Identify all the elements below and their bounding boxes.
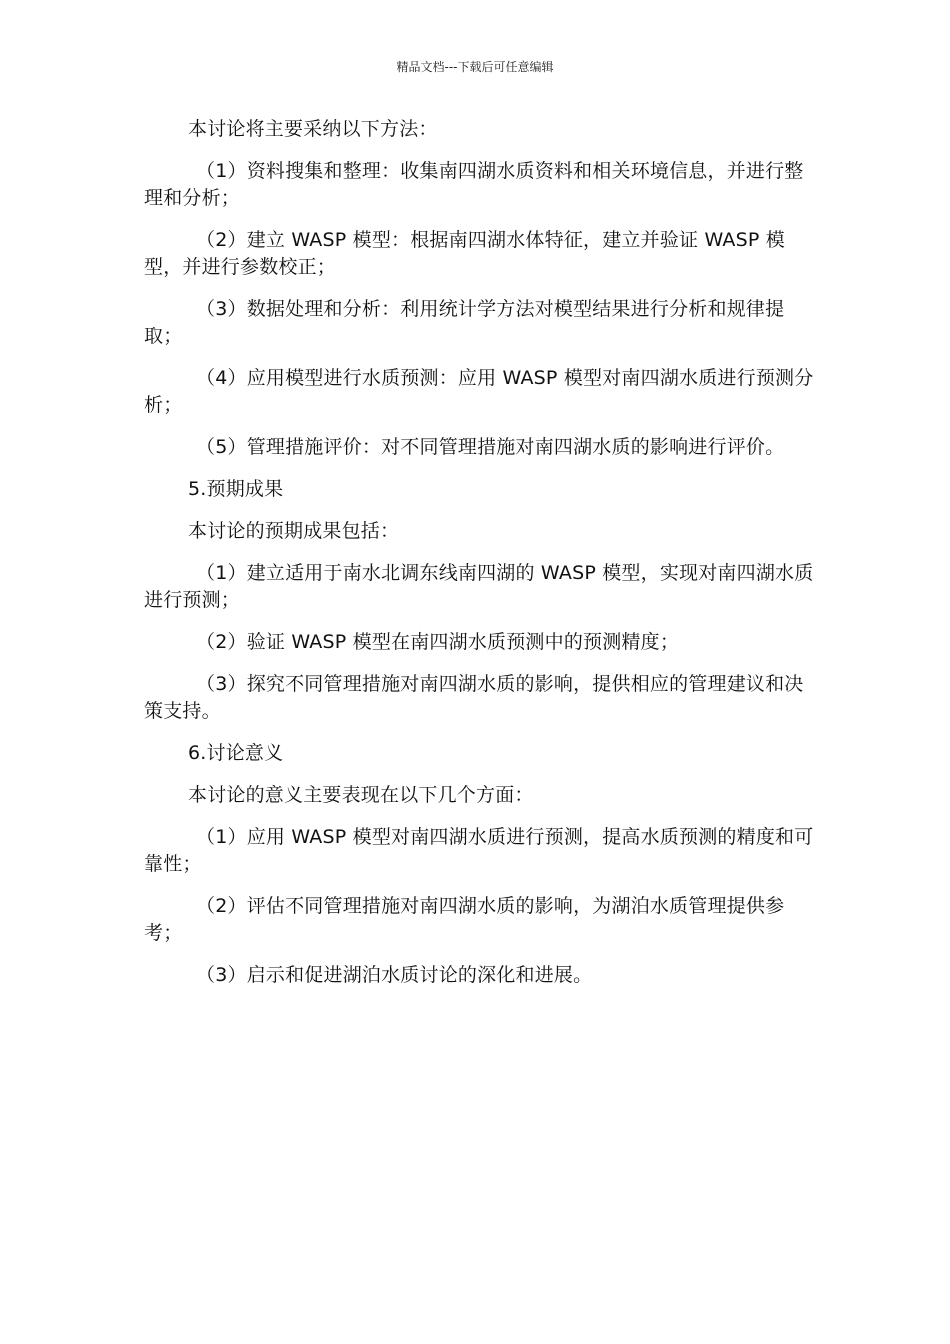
paragraph-method-3: （3）数据处理和分析：利用统计学方法对模型结果进行分析和规律提取；	[144, 298, 785, 347]
section-heading-significance: 6.讨论意义	[188, 742, 284, 764]
section-heading-expected-results: 5.预期成果	[188, 478, 284, 500]
paragraph-significance-3: （3）启示和促进湖泊水质讨论的深化和进展。	[196, 964, 593, 986]
paragraph-method-5: （5）管理措施评价：对不同管理措施对南四湖水质的影响进行评价。	[196, 436, 785, 458]
paragraph-methods-intro: 本讨论将主要采纳以下方法：	[188, 118, 438, 140]
paragraph-result-2: （2）验证 WASP 模型在南四湖水质预测中的预测精度；	[196, 631, 680, 653]
paragraph-significance-1: （1）应用 WASP 模型对南四湖水质进行预测，提高水质预测的精度和可靠性；	[144, 826, 814, 875]
paragraph-results-intro: 本讨论的预期成果包括：	[188, 520, 400, 542]
paragraph-significance-intro: 本讨论的意义主要表现在以下几个方面：	[188, 784, 534, 806]
paragraph-result-3: （3）探究不同管理措施对南四湖水质的影响，提供相应的管理建议和决策支持。	[144, 673, 804, 722]
paragraph-result-1: （1）建立适用于南水北调东线南四湖的 WASP 模型，实现对南四湖水质进行预测；	[144, 562, 814, 611]
page-header: 精品文档---下载后可任意编辑	[396, 60, 554, 74]
paragraph-significance-2: （2）评估不同管理措施对南四湖水质的影响，为湖泊水质管理提供参考；	[144, 895, 785, 944]
paragraph-method-2: （2）建立 WASP 模型：根据南四湖水体特征，建立并验证 WASP 模型，并进行参数校正；	[144, 229, 785, 278]
document-body	[144, 116, 816, 1004]
paragraph-method-4: （4）应用模型进行水质预测：应用 WASP 模型对南四湖水质进行预测分析；	[144, 367, 814, 416]
paragraph-method-1: （1）资料搜集和整理：收集南四湖水质资料和相关环境信息，并进行整理和分析；	[144, 160, 804, 209]
